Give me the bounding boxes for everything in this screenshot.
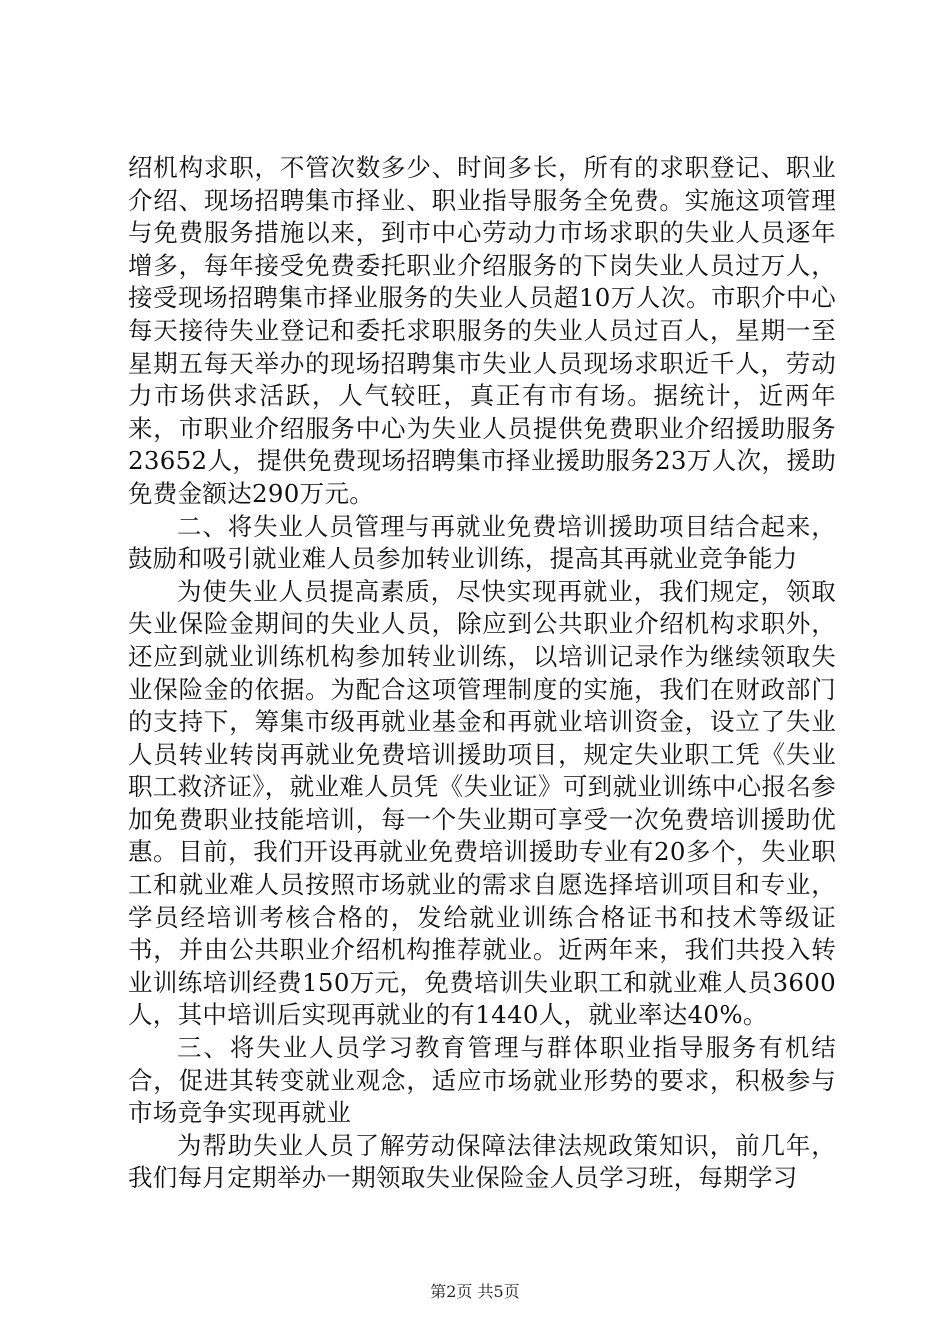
document-body bbox=[128, 152, 836, 1195]
paragraph-training: 为使失业人员提高素质，尽快实现再就业，我们规定，领取失业保险金期间的失业人员，除应到公共职业介绍机构求职外，还应到就业训练机构参加转业训练，以培训记录作为继续领取失业保险金的依据。为配合这项管理制度的实施，我们在财政部门的支持下，筹集市级再就业基金和再就业培训资金，设立了失业人员转业转岗再就业免费培训援助项目，规定失业职工凭《失业职工救济证》，就业难人员凭《失业证》可到就业训练中心报名参加免费职业技能培训，每一个失业期可享受一次免费培训援助优惠。目前，我们开设再就业免费培训援助专业有20多个，失业职工和就业难人员按照市场就业的需求自愿选择培训项目和专业，学员经培训考核合格的，发给就业训练合格证书和技术等级证书，并由公共职业介绍机构推荐就业。近两年来，我们共投入转业训练培训经费150万元，免费培训失业职工和就业难人员3600人，其中培训后实现再就业的有1440人，就业率达40%。 bbox=[128, 576, 836, 1030]
paragraph-study-class: 为帮助失业人员了解劳动保障法律法规政策知识，前几年，我们每月定期举办一期领取失业保险金人员学习班，每期学习 bbox=[128, 1130, 836, 1193]
page-number-footer: 第2页 共5页 bbox=[430, 1282, 520, 1301]
section-heading-two: 二、将失业人员管理与再就业免费培训援助项目结合起来，鼓励和吸引就业难人员参加转业训练，提高其再就业竞争能力 bbox=[128, 511, 836, 574]
section-heading-three: 三、将失业人员学习教育管理与群体职业指导服务有机结合，促进其转变就业观念，适应市场就业形势的要求，积极参与市场竞争实现再就业 bbox=[128, 1033, 836, 1128]
paragraph-continuation: 绍机构求职，不管次数多少、时间多长，所有的求职登记、职业介绍、现场招聘集市择业、职业指导服务全免费。实施这项管理与免费服务措施以来，到市中心劳动力市场求职的失业人员逐年增多，每年接受免费委托职业介绍服务的下岗失业人员过万人，接受现场招聘集市择业服务的失业人员超10万人次。市职介中心每天接待失业登记和委托求职服务的失业人员过百人，星期一至星期五每天举办的现场招聘集市失业人员现场求职近千人，劳动力市场供求活跃，人气较旺，真正有市有场。据统计，近两年来，市职业介绍服务中心为失业人员提供免费职业介绍援助服务23652人，提供免费现场招聘集市择业援助服务23万人次，援助免费金额达290万元。 bbox=[128, 153, 836, 508]
